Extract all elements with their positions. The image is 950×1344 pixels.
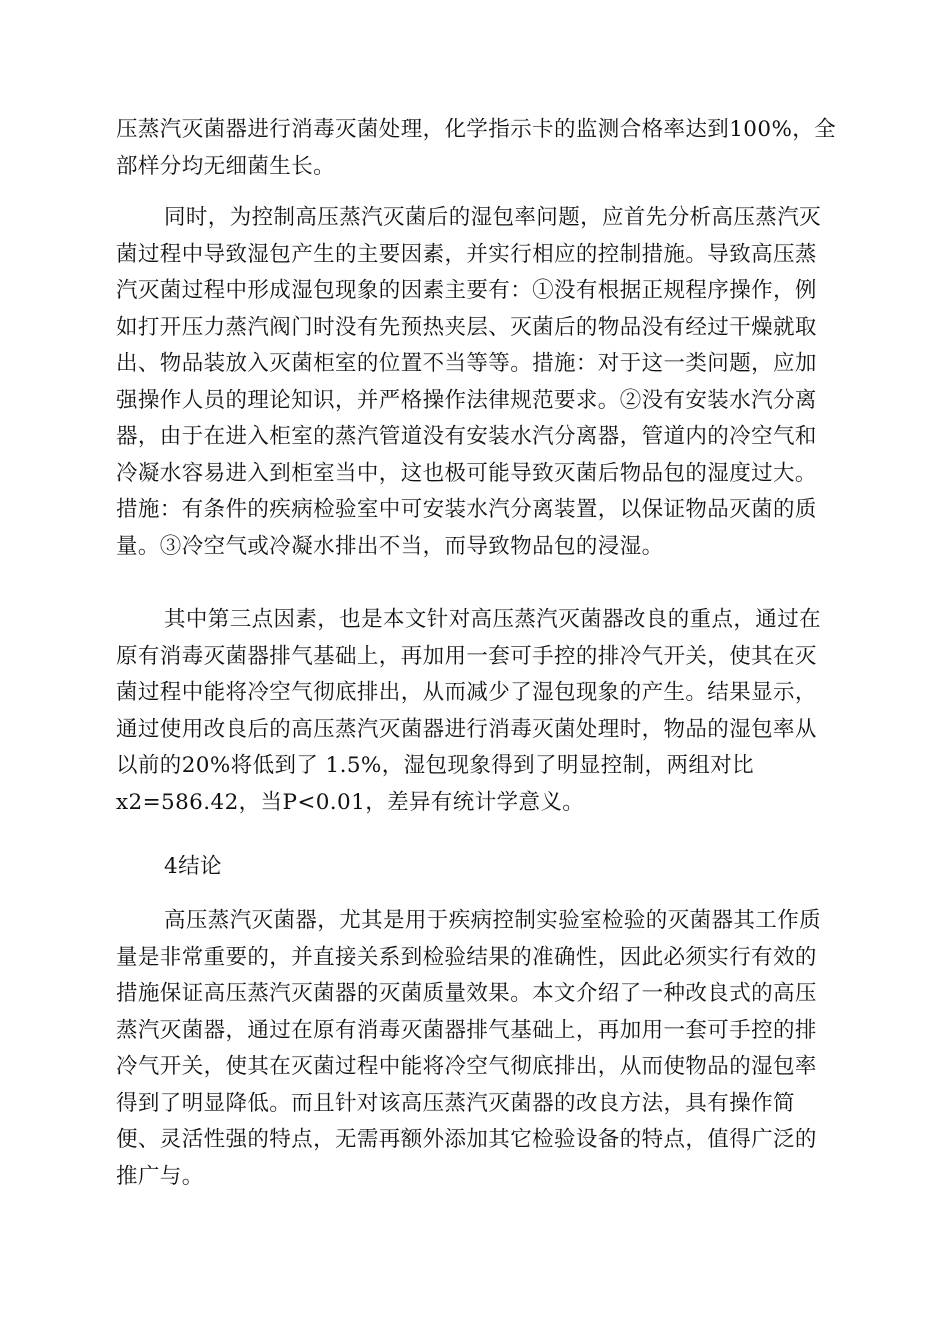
paragraph-3 xyxy=(116,602,836,821)
paragraph-line: 冷气开关，使其在灭菌过程中能将冷空气彻底排出，从而使物品的湿包率 xyxy=(116,1054,817,1079)
paragraph-line: 部样分均无细菌生长。 xyxy=(116,153,336,179)
section-heading-conclusion xyxy=(116,849,836,886)
paragraph-line: 同时，为控制高压蒸汽灭菌后的湿包率问题，应首先分析高压蒸汽灭 xyxy=(164,205,822,230)
paragraph-line: 高压蒸汽灭菌器，尤其是用于疾病控制实验室检验的灭菌器其工作质 xyxy=(164,908,822,933)
paragraph-line: 便、灵活性强的特点，无需再额外添加其它检验设备的特点，值得广泛的 xyxy=(116,1127,817,1152)
paragraph-line: 得到了明显降低。而且针对该高压蒸汽灭菌器的改良方法，具有操作简 xyxy=(116,1090,795,1116)
paragraph-line: 蒸汽灭菌器，通过在原有消毒灭菌器排气基础上，再加用一套可手控的排 xyxy=(116,1017,817,1043)
paragraph-line: 原有消毒灭菌器排气基础上，再加用一套可手控的排冷气开关，使其在灭 xyxy=(116,643,817,669)
paragraph-line: 如打开压力蒸汽阀门时没有先预热夹层、灭菌后的物品没有经过干燥就取 xyxy=(116,314,817,340)
paragraph-1 xyxy=(116,112,836,185)
paragraph-line: x2=586.42，当P<0.01，差异有统计学意义。 xyxy=(116,789,585,815)
paragraph-line: 冷凝水容易进入到柜室当中，这也极可能导致灭菌后物品包的湿度过大。 xyxy=(116,460,817,486)
paragraph-line: 菌过程中导致湿包产生的主要因素，并实行相应的控制措施。导致高压蒸 xyxy=(116,241,817,267)
paragraph-line: 以前的20%将低到了 1.5%，湿包现象得到了明显控制，两组对比 xyxy=(116,753,755,778)
paragraph-line: 压蒸汽灭菌器进行消毒灭菌处理，化学指示卡的监测合格率达到100%，全 xyxy=(116,117,837,142)
paragraph-line: 通过使用改良后的高压蒸汽灭菌器进行消毒灭菌处理时，物品的湿包率从 xyxy=(116,716,817,742)
paragraph-line: 汽灭菌过程中形成湿包现象的因素主要有：①没有根据正规程序操作，例 xyxy=(116,278,817,303)
paragraph-line: 推广与。 xyxy=(116,1163,204,1189)
paragraph-line: 器，由于在进入柜室的蒸汽管道没有安装水汽分离器，管道内的冷空气和 xyxy=(116,424,817,449)
paragraph-line: 强操作人员的理论知识，并严格操作法律规范要求。②没有安装水汽分离 xyxy=(116,387,817,413)
section-heading: 4结论 xyxy=(164,854,222,879)
paragraph-line: 量。③冷空气或冷凝水排出不当，而导致物品包的浸湿。 xyxy=(116,533,664,559)
paragraph-4 xyxy=(116,903,836,1195)
paragraph-line: 措施：有条件的疾病检验室中可安装水汽分离装置，以保证物品灭菌的质 xyxy=(116,497,817,522)
paragraph-line: 量是非常重要的，并直接关系到检验结果的准确性，因此必须实行有效的 xyxy=(116,944,817,970)
paragraph-line: 出、物品装放入灭菌柜室的位置不当等等。措施：对于这一类问题，应加 xyxy=(116,351,817,376)
paragraph-2 xyxy=(116,200,836,565)
paragraph-line: 菌过程中能将冷空气彻底排出，从而减少了湿包现象的产生。结果显示， xyxy=(116,680,817,705)
paragraph-line: 其中第三点因素，也是本文针对高压蒸汽灭菌器改良的重点，通过在 xyxy=(164,607,822,632)
paragraph-line: 措施保证高压蒸汽灭菌器的灭菌质量效果。本文介绍了一种改良式的高压 xyxy=(116,981,817,1006)
